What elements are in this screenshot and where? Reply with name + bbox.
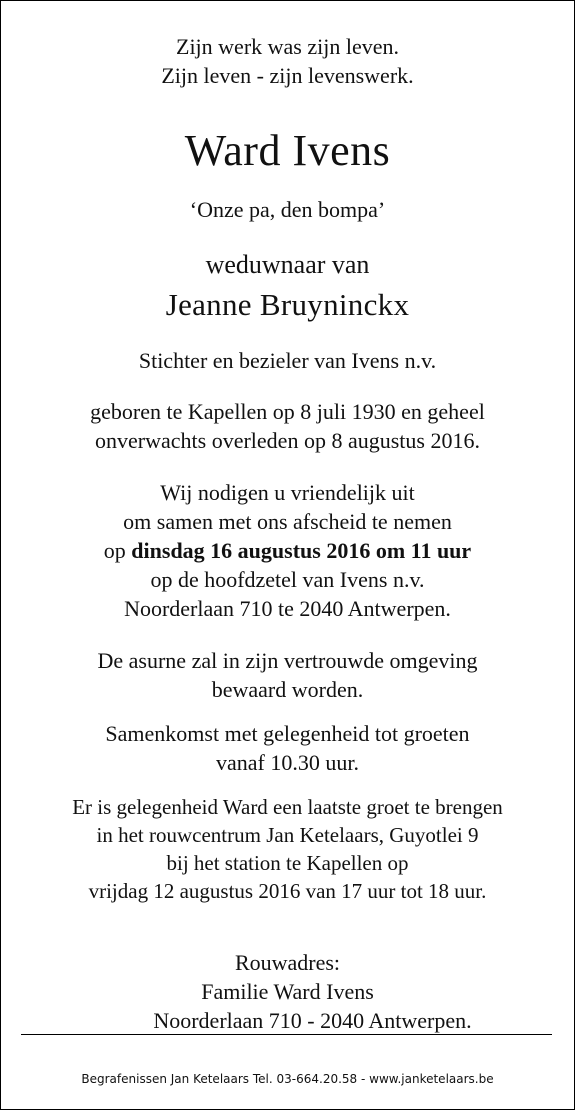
ceremony-datetime: dinsdag 16 augustus 2016 om 11 uur (131, 538, 472, 563)
role-line: Stichter en bezieler van Ivens n.v. (138, 348, 437, 373)
viewing-block (1, 793, 574, 905)
mourning-address-line-1: Familie Ward Ivens (201, 979, 374, 1004)
viewing-line-4: vrijdag 12 augustus 2016 van 17 uur tot 18 uur. (88, 879, 487, 903)
invitation-block (1, 478, 574, 623)
viewing-line-3: bij het station te Kapellen op (166, 851, 409, 875)
deceased-name: Ward Ivens (184, 126, 391, 175)
footer-divider (21, 1034, 552, 1035)
dates-line-2: onverwachts overleden op 8 augustus 2016. (95, 428, 480, 453)
urn-block (1, 646, 574, 704)
dates-block (1, 397, 574, 455)
invitation-line-1: Wij nodigen u vriendelijk uit (160, 480, 415, 505)
dates-line-1: geboren te Kapellen op 8 juli 1930 en geheel (90, 399, 485, 424)
invitation-line-3 (1, 536, 574, 565)
invitation-line-2: om samen met ons afscheid te nemen (123, 509, 452, 534)
viewing-line-2: in het rouwcentrum Jan Ketelaars, Guyotlei 9 (96, 823, 479, 847)
mourning-address-line-2: Noorderlaan 710 - 2040 Antwerpen. (153, 1008, 472, 1033)
gathering-line-2: vanaf 10.30 uur. (216, 750, 359, 775)
urn-line-1: De asurne zal in zijn vertrouwde omgeving (97, 648, 478, 673)
viewing-line-1: Er is gelegenheid Ward een laatste groet te brengen (72, 795, 503, 819)
motto (1, 32, 574, 90)
invitation-line-3-prefix: op (103, 538, 132, 563)
spouse-name: Jeanne Bruyninckx (165, 287, 410, 322)
invitation-line-5: Noorderlaan 710 te 2040 Antwerpen. (124, 596, 451, 621)
gathering-block (1, 719, 574, 777)
deceased-nickname: ‘Onze pa, den bompa’ (189, 197, 386, 222)
motto-line-2: Zijn leven - zijn levenswerk. (161, 63, 414, 88)
invitation-line-4: op de hoofdzetel van Ivens n.v. (150, 567, 425, 592)
gathering-line-1: Samenkomst met gelegenheid tot groeten (105, 721, 470, 746)
mourning-address-label: Rouwadres: (234, 950, 341, 975)
footer-undertaker: Begrafenissen Jan Ketelaars Tel. 03-664.20.58 - www.janketelaars.be (81, 1072, 494, 1086)
urn-line-2: bewaard worden. (211, 677, 364, 702)
motto-line-1: Zijn werk was zijn leven. (176, 34, 399, 59)
spouse-relation: weduwnaar van (205, 250, 370, 279)
mourning-address (1, 948, 574, 1035)
